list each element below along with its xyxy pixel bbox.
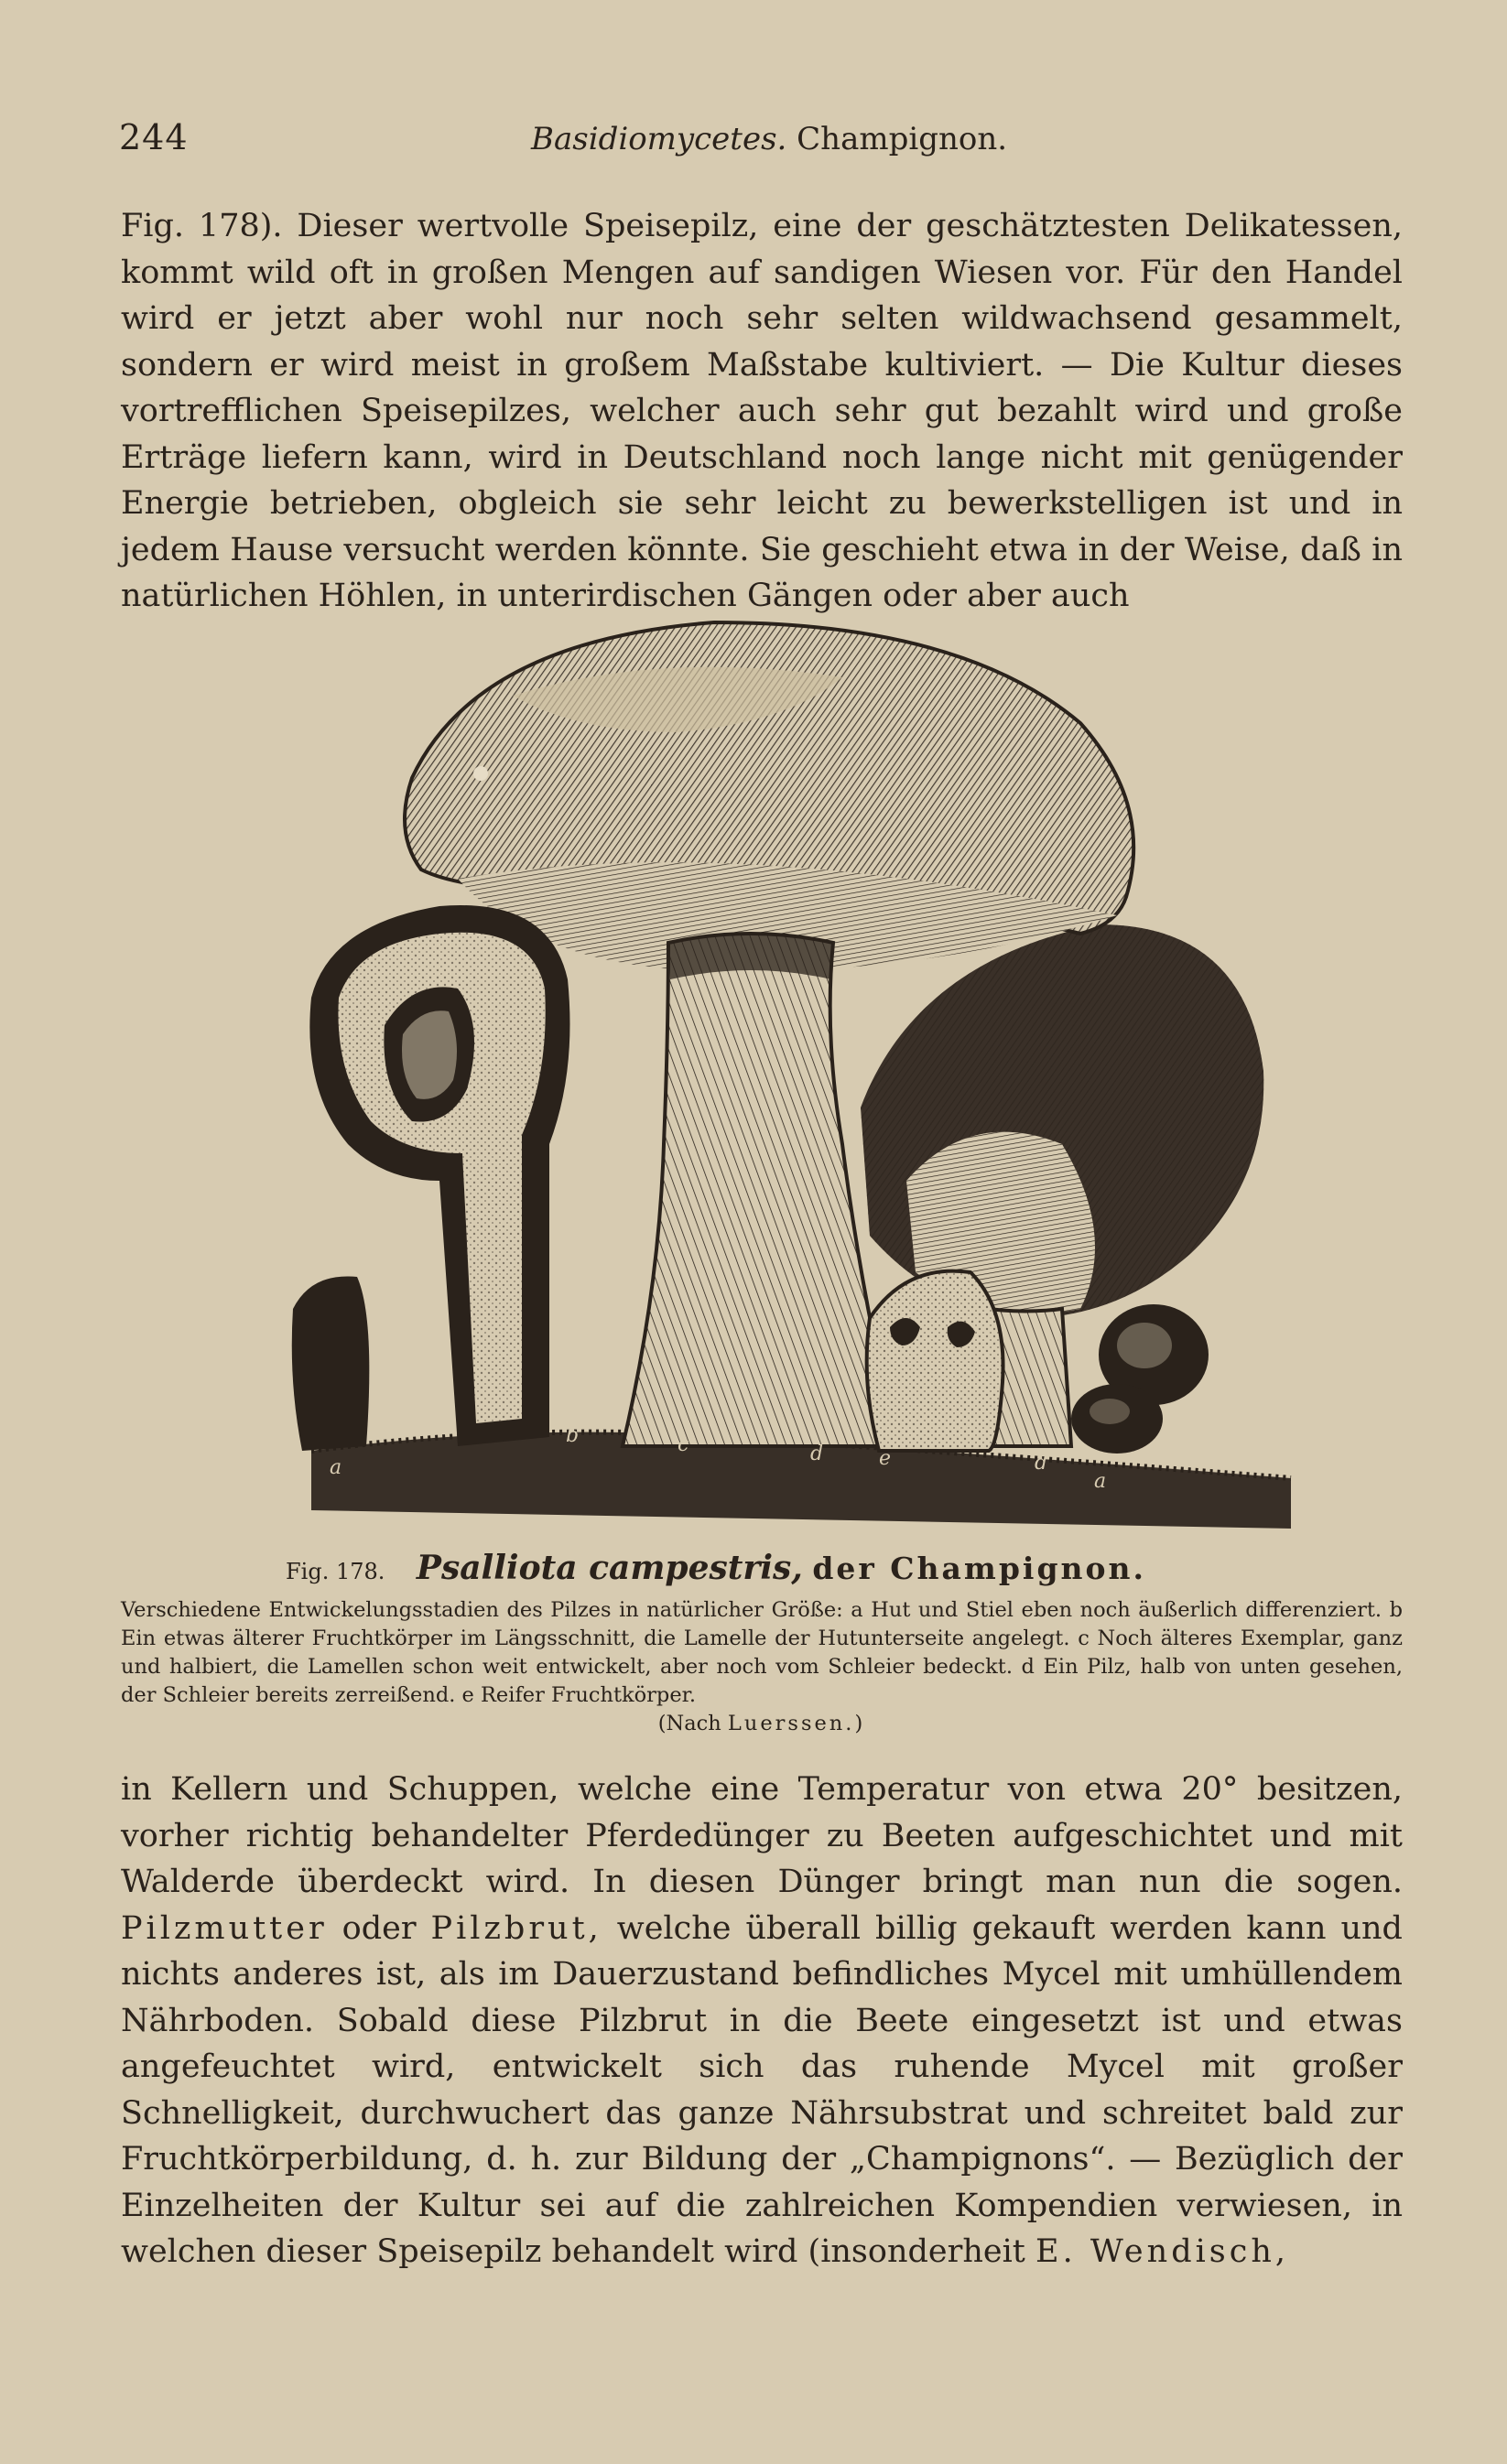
section-title: Champignon. xyxy=(797,121,1008,157)
body-text-bottom xyxy=(121,1767,1403,2275)
mushroom-illustration xyxy=(275,595,1300,1542)
label-d: d xyxy=(810,1443,824,1465)
conjunction: oder xyxy=(342,1909,417,1947)
caption-credit xyxy=(121,1710,1403,1738)
figure-label: Fig. 178. xyxy=(286,1559,385,1584)
running-title xyxy=(531,121,1007,157)
term-pilzmutter: Pilzmutter xyxy=(121,1909,328,1947)
running-header xyxy=(119,117,1419,172)
figure-caption-title xyxy=(286,1549,1476,1587)
figure-caption-body xyxy=(121,1596,1403,1738)
label-a: a xyxy=(330,1456,342,1479)
section-latin: Basidiomycetes. xyxy=(531,121,787,157)
term-pilzbrut: Pilzbrut, xyxy=(430,1909,602,1947)
paragraph-bottom xyxy=(121,1767,1403,2275)
page-number: 244 xyxy=(119,117,189,157)
label-e: e xyxy=(879,1447,892,1470)
engraving xyxy=(275,595,1300,1542)
mushroom-b xyxy=(867,1271,1003,1451)
credit-author: Luerssen.) xyxy=(727,1712,866,1735)
label-d2: d xyxy=(1035,1452,1048,1475)
caption-description: Verschiedene Entwickelungsstadien des Pilzes in natürlicher Größe: a Hut und Stiel eben noch äußerlich differenziert. b Ein etwas älterer Fruchtkörper im Längsschnitt, die Lamelle der Hutunterseite angelegt. c Noch älteres Exemplar, ganz und halbiert, die Lamellen schon weit entwickelt, aber noch vom Schleier bedeckt. d Ein Pilz, halb von unten gesehen, der Schleier bereits zerreißend. e Reifer Fruchtkörper. xyxy=(121,1598,1403,1707)
credit-prefix: (Nach xyxy=(657,1712,721,1735)
species-name: Psalliota campestris, xyxy=(416,1549,803,1587)
common-name: der Champignon. xyxy=(812,1551,1147,1586)
label-a2: a xyxy=(1094,1470,1107,1493)
paragraph-top: Fig. 178). Dieser wertvolle Speisepilz, eine der geschätztesten Delikatessen, kommt wild oft in großen Mengen auf sandigen Wiesen vor. Für den Handel wird er jetzt aber wohl nur noch sehr selten wildwachsend gesammelt, sondern er wird meist in großem Maßstabe kultiviert. — Die Kultur dieses vortrefflichen Speisepilzes, welcher auch sehr gut bezahlt wird und große Erträge liefern kann, wird in Deutschland noch lange nicht mit genügender Energie betrieben, obgleich sie sehr leicht zu bewerkstelligen ist und in jedem Hause versucht werden könnte. Sie geschieht etwa in der Weise, daß in natürlichen Höhlen, in unterirdischen Gängen oder aber auch xyxy=(121,208,1403,614)
author-wendisch: E. Wendisch, xyxy=(1035,2233,1290,2270)
label-b: b xyxy=(566,1424,580,1447)
paragraph-bottom-part1: in Kellern und Schuppen, welche eine Temperatur von etwa 20° besitzen, vorher richtig behandelter Pferdedünger zu Beeten aufgeschichtet und mit Walderde überdeckt wird. In diesen Dünger bringt man nun die sogen. xyxy=(121,1771,1403,1900)
paragraph-bottom-part2: welche überall billig gekauft werden kann und nichts anderes ist, als im Dauerzustand befindliches Mycel mit umhüllendem Nährboden. Sobald diese Pilzbrut in die Beete eingesetzt ist und etwas angefeuchtet wird, entwickelt sich das ruhende Mycel mit großer Schnelligkeit, durchwuchert das ganze Nährsubstrat und schreitet bald zur Fruchtkörperbildung, d. h. zur Bildung der „Champignons“. — Bezüglich der Einzelheiten der Kultur sei auf die zahlreichen Kompendien verwiesen, in welchen dieser Speisepilz behandelt wird (insonderheit xyxy=(121,1909,1403,2270)
body-text-top xyxy=(121,203,1403,620)
mushroom-a-left xyxy=(292,1276,370,1451)
label-c: c xyxy=(678,1433,689,1456)
mushroom-a-right xyxy=(1071,1304,1209,1454)
